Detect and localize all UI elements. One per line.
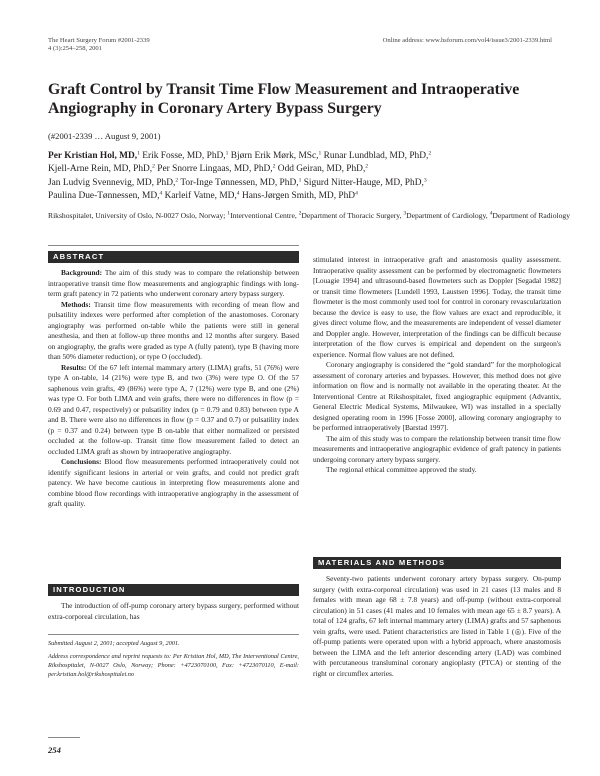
- author-sup: 4: [236, 190, 240, 197]
- author-sup: 2: [272, 163, 276, 170]
- author-name: Sigurd Nitter-Hauge, MD, PhD,: [301, 177, 424, 188]
- author-name: Per Snorre Lingaas, MD, PhD,: [154, 164, 273, 175]
- conclusions-label: Conclusions:: [61, 457, 102, 466]
- author-name: Hans-Jørgen Smith, MD, PhD: [239, 190, 356, 201]
- author-sup: 2: [175, 177, 179, 184]
- results-text: Of the 67 left internal mammary artery (LIMA) grafts, 51 (76%) were type A on-table, 14 (21%) were type B, and two (3%) were type O. Of the 57 saphenous vein grafts, 49 (86%) were type A, 7 (12%) were type B, and one (2%) was type O. For both LIMA and vein grafts, there were no differences in flow (p = 0.69 and 0.47, respectively) or pulsatility index (p = 0.79 and 0.83) between type A and B. There were also no differences in flow (p = 0.37 and 0.7) or pulsatility index (p = 0.37 and 0.24) between type B on-table that either normalized or persisted occluded at the follow-up. Transit time flow measurement failed to detect an occluded LIMA graft as shown by intraoperative angiography.: [48, 362, 299, 456]
- intro-paragraph-aim: The aim of this study was to compare the relationship between transit time flow measurements and intraoperative angiographic evidence of graft patency in patients undergoing coronary artery bypass surgery.: [313, 433, 561, 464]
- author-sup: 1: [137, 150, 140, 157]
- introduction-heading: INTRODUCTION: [48, 584, 299, 596]
- author-name: Erik Fosse, MD, PhD,: [139, 151, 226, 161]
- author-sup: 2: [365, 163, 369, 170]
- affiliation-sup: 1: [227, 210, 231, 217]
- author-sup: 1: [318, 150, 322, 157]
- abstract-methods: [48, 300, 299, 363]
- author-sup: 4: [355, 190, 358, 197]
- author-name: Karleif Vatne, MD,: [162, 190, 237, 201]
- intro-continued-paragraph: stimulated interest in intraoperative graft and anastomosis quality assessment. Intraoperative quality assessment can be performed by electromagnetic flowmeters [Louagie 1994] and ultrasound-based flowmeters such as Doppler [Segadal 1982] or transit time flowmeters [Lundell 1993, Laustsen 1996]. Today, the transit time flowmeter is the most commonly used tool for control in coronary revascularization because the device is easy to use, the flow values are exact and reproducible, it gives direct volume flow, and the measurements are independent of vessel diameter and Doppler angle. However, interpretation of the findings can be difficult because interpretation of the flow curves is empirical and dependent on the surgeon's experience. Normal flow values are not defined.: [313, 255, 561, 359]
- author-sup: 2: [428, 150, 432, 157]
- introduction-paragraph: The introduction of off-pump coronary artery bypass surgery, performed without extra-corporeal circulation, has: [48, 601, 299, 621]
- correspondence-address: Address correspondence and reprint requests to: Per Kristian Hol, MD, The Interventional Centre, Rikshospitalet, N-0027 Oslo, Norway; Phone: +4723070100, Fax: +4723070110, E-mail: per.kristian.hol@rikshospitalet.no: [48, 652, 299, 678]
- author-sup: 3: [423, 177, 427, 184]
- affiliation-text: Department of Radiology: [492, 211, 570, 220]
- affiliation-text: Department of Thoracic Surgery,: [301, 211, 404, 220]
- author-name: Kjell-Arne Rein, MD, PhD,: [48, 164, 153, 175]
- author-name: Runar Lundblad, MD, PhD,: [321, 151, 429, 161]
- author-list: [48, 150, 573, 203]
- abstract-results: [48, 363, 299, 458]
- affiliation-text: Interventional Centre,: [230, 211, 299, 220]
- article-title: Graft Control by Transit Time Flow Measurement and Intraoperative Angiography in Coronary Artery Bypass Surgery: [48, 81, 520, 117]
- journal-header: [48, 37, 150, 54]
- background-label: Background:: [61, 268, 103, 277]
- abstract-body: [48, 268, 299, 510]
- abstract-conclusions: [48, 457, 299, 510]
- affiliation-text: Department of Cardiology,: [406, 211, 490, 220]
- results-label: Results:: [61, 362, 87, 372]
- author-sup: 2: [152, 163, 155, 170]
- author-name: Odd Geiran, MD, PhD,: [275, 164, 366, 175]
- affiliation-sup: 4: [489, 210, 493, 217]
- divider: [48, 245, 299, 246]
- author-sup: 4: [159, 190, 163, 197]
- intro-paragraph-angiography: Coronary angiography is considered the “gold standard” for the morphological assessment of coronary arteries and bypasses. However, this method does not give information on flow and is normally not available in the operating theater. At the Interventional Centre at Rikshospitalet, fixed angiographic equipment (Advantix, General Electric Medical Systems, Milwaukee, WI) was installed in a specially designed operating room in 1996 [Fosse 2000], allowing coronary angiography to be performed intraoperatively [Barstad 1997].: [313, 360, 561, 432]
- right-column-body: [313, 255, 561, 476]
- submission-dates: Submitted August 2, 2001; accepted August 9, 2001.: [48, 640, 180, 647]
- materials-methods-heading: MATERIALS AND METHODS: [313, 557, 561, 569]
- page-number-rule: [48, 737, 80, 738]
- author-name: Per Kristian Hol, MD,: [48, 151, 138, 161]
- author-sup: 1: [298, 177, 302, 184]
- abstract-heading: ABSTRACT: [48, 251, 299, 263]
- intro-paragraph-ethics: The regional ethical committee approved the study.: [326, 465, 477, 474]
- affiliation-sup: 3: [403, 210, 407, 217]
- author-name: Paulina Due-Tønnessen, MD,: [48, 190, 160, 201]
- page-number: 254: [48, 745, 61, 755]
- journal-name: The Heart Surgery Forum #2001-2339: [48, 37, 150, 44]
- materials-methods-paragraph: Seventy-two patients underwent coronary artery bypass surgery. On-pump surgery (with extra-corporeal circulation) was used in 21 cases (13 males and 8 females with mean age 68 ± 7.8 years) and off-pump (without extra-corporeal circulation) in 51 cases (41 males and 10 females with mean age 65 ± 8.7 years). A total of 124 grafts, 67 left internal mammary artery (LIMA) grafts and 57 saphenous vein grafts, were used. Patient characteristics are listed in Table 1 (◎). Five of the off-pump patients were operated upon with a hybrid approach, where anastomosis between the LIMA and the left anterior descending artery (LAD) was combined with percutaneous transluminal coronary angioplasty (PTCA) or stenting of the right or circumflex arteries.: [313, 574, 561, 678]
- methods-text: Transit time flow measurements with recording of mean flow and pulsatility indexes were performed after completion of the anastomoses. Coronary angiography was performed on-table while the patients were still in general anesthesia, and then at follow-up three months and 12 months after surgery. Based on angiography, the grafts were graded as type A (fully patent), type B (having more than 50% diameter reduction), or type O (occluded).: [48, 299, 299, 361]
- affiliation-text: Rikshospitalet, University of Oslo, N-0027 Oslo, Norway;: [48, 211, 228, 220]
- author-name: Tor-Inge Tønnessen, MD, PhD,: [178, 177, 299, 188]
- affiliations: [48, 210, 573, 221]
- journal-issue: 4 (3):254–258, 2001: [48, 45, 103, 53]
- methods-label: Methods:: [61, 299, 91, 309]
- background-text: The aim of this study was to compare the relationship between intraoperative transit time flow measurements and angiographic findings with long-term graft patency in 72 patients who underwent coronary artery bypass surgery.: [48, 268, 299, 298]
- footnote-divider: [48, 634, 299, 635]
- footnote: [48, 640, 299, 684]
- introduction-body: [48, 601, 299, 622]
- author-name: Jan Ludvig Svennevig, MD, PhD,: [48, 177, 176, 188]
- affiliation-sup: 2: [298, 210, 302, 217]
- abstract-background: [48, 268, 299, 300]
- article-id: (#2001-2339 … August 9, 2001): [48, 131, 161, 141]
- online-address[interactable]: Online address: www.hsforum.com/vol4/issue3/2001-2339.html: [382, 37, 552, 44]
- materials-methods-body: [313, 574, 561, 679]
- conclusions-text: Blood flow measurements performed intraoperatively could not identify significant lesions in arterial or vein grafts, and could not predict graft patency. We have become cautious in interpreting flow measurements alone and combine blood flow recordings with intraoperative angiography in the assessment of graft quality.: [48, 457, 299, 508]
- author-name: Bjørn Erik Mørk, MSc,: [228, 151, 319, 161]
- author-sup: 1: [225, 150, 229, 157]
